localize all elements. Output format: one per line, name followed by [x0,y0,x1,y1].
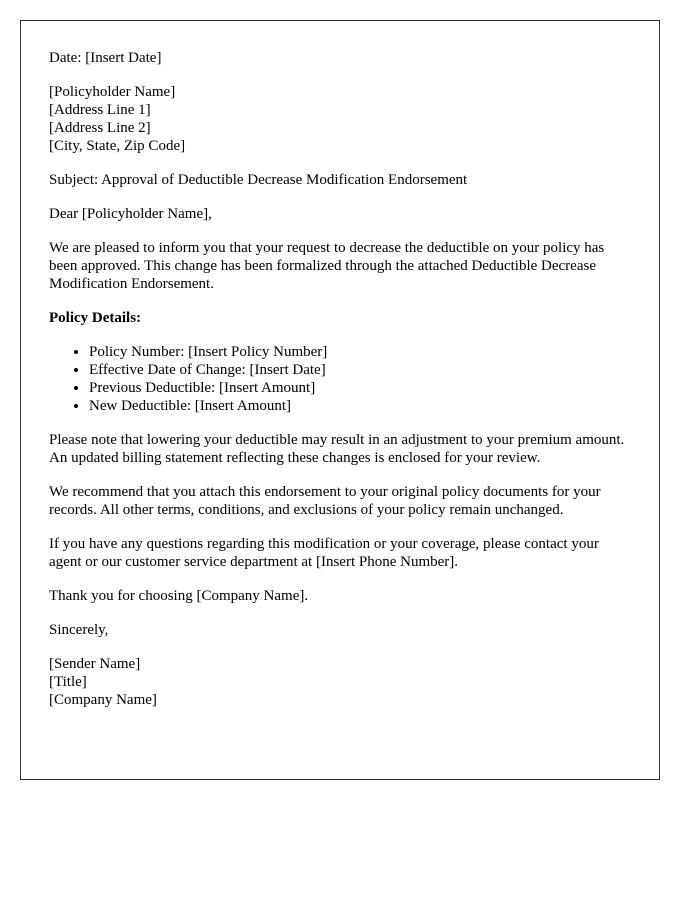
address-line: [City, State, Zip Code] [49,138,186,154]
list-item: • Policy Number: [Insert Policy Number] [89,343,631,361]
intro-paragraph: We are pleased to inform you that your request to decrease the deductible on your policy has been approved. This change has been formalized through the attached Deductible Decrease Modification Endorsement. [49,240,605,292]
list-item: • Effective Date of Change: [Insert Date] [89,361,631,379]
signature-line: [Sender Name] [49,656,141,672]
subject-line: Subject: Approval of Deductible Decrease Modification Endorsement [49,172,468,188]
recommendation-paragraph: We recommend that you attach this endorsement to your original policy documents for your records. All other terms, conditions, and exclusions of your policy remain unchanged. [49,484,601,518]
salutation: Dear [Policyholder Name], [49,206,212,222]
address-line: [Address Line 1] [49,102,151,118]
closing-line: Sincerely, [49,622,109,638]
address-line: [Policyholder Name] [49,84,176,100]
list-item: • New Deductible: [Insert Amount] [89,397,631,415]
thanks-line: Thank you for choosing [Company Name]. [49,588,309,604]
list-item: • Previous Deductible: [Insert Amount] [89,379,631,397]
signature-line: [Title] [49,674,87,690]
signature-block [49,655,631,709]
signature-line: [Company Name] [49,692,157,708]
premium-note-paragraph: Please note that lowering your deductible may result in an adjustment to your premium amount. An updated billing statement reflecting these changes is enclosed for your review. [49,432,625,466]
policy-details-list [49,343,631,415]
recipient-address [49,83,631,155]
address-line: [Address Line 2] [49,120,151,136]
date-line: Date: [Insert Date] [49,50,162,66]
questions-paragraph: If you have any questions regarding this modification or your coverage, please contact your agent or our customer service department at [Insert Phone Number]. [49,536,599,570]
policy-details-heading: Policy Details: [49,310,142,326]
letter-document [20,20,660,780]
